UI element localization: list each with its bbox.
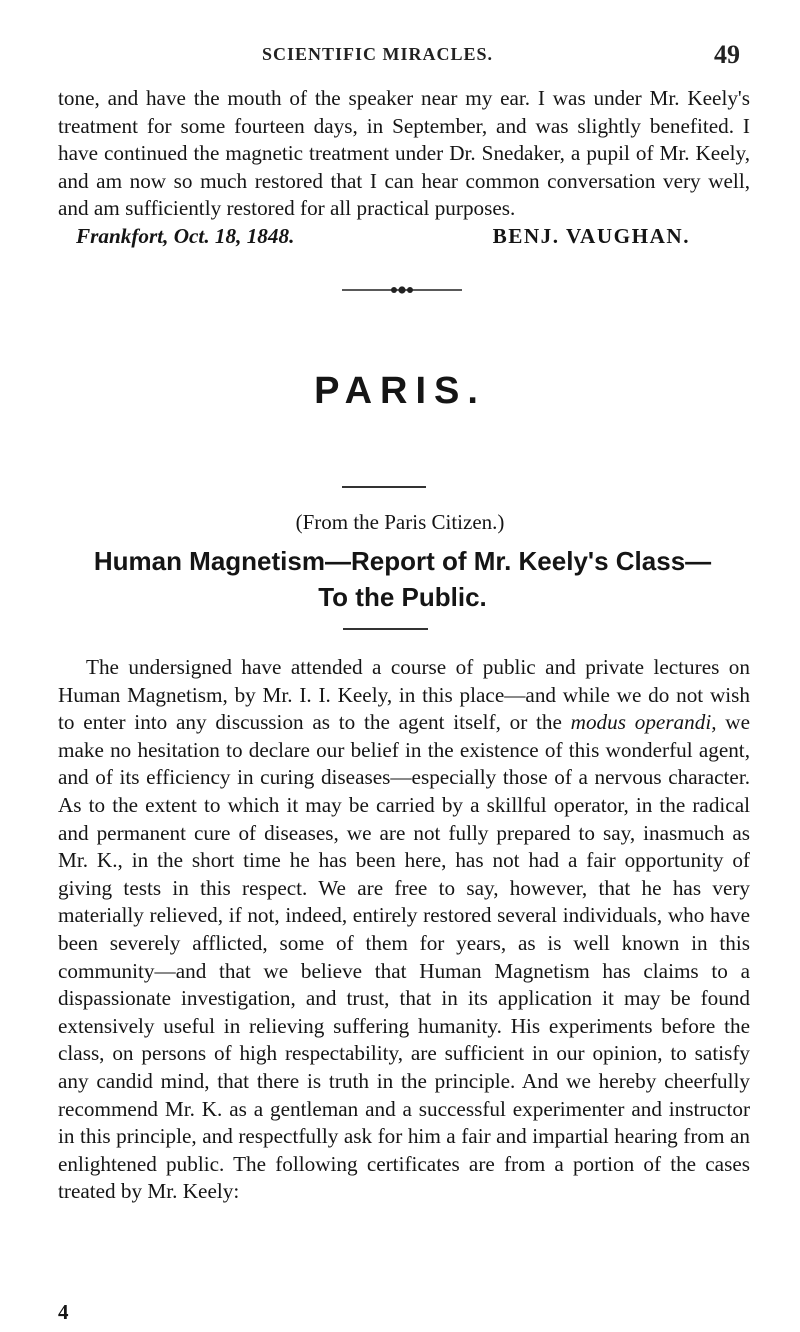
source-line: (From the Paris Citizen.) [295,510,505,534]
ornament-divider [342,284,462,296]
main-block [58,654,750,1206]
signature-name: BENJ. VAUGHAN. [492,223,690,248]
signature-mark: 4 [58,1300,69,1324]
lead-block [58,85,750,251]
main-text-italic: modus operandi, [570,710,717,735]
running-title: SCIENTIFIC MIRACLES. [262,44,494,64]
headline-line-2: To the Public. [318,582,487,612]
running-head [0,40,800,74]
article-headline [40,543,765,615]
rule-divider [342,486,426,488]
main-paragraph [58,654,750,1206]
main-text-start: The undersigned have attended a course of public and private lectures on Human Magnetism, by Mr. I. I. Keely, in this place—and while we do not wish to enter into any discussion as to the agent itself, or the [58,655,750,735]
signature-line [58,223,750,251]
rule-divider [343,628,428,630]
headline-line-1: Human Magnetism—Report of Mr. Keely's Class— [93,546,712,576]
section-title: PARIS. [314,370,486,412]
page-number: 49 [714,40,740,69]
signature-place-date: Frankfort, Oct. 18, 1848. [76,223,295,248]
lead-paragraph: tone, and have the mouth of the speaker near my ear. I was under Mr. Keely's treatment for some fourteen days, in September, and was slightly benefited. I have continued the magnetic treatment under Dr. Snedaker, a pupil of Mr. Keely, and am now so much restored that I can hear common conversation very well, and am sufficiently restored for all practical purposes. [58,86,750,221]
main-text-end: we make no hesitation to declare our belief in the existence of this wonderful agent, and of its efficiency in curing diseases—especially those of a nervous character. As to the extent to which it may be carried by a skillful operator, in the radical and permanent cure of diseases, we are not fully prepared to say, inasmuch as Mr. K., in the short time he has been here, has not had a fair opportunity of giving tests in this respect. We are free to say, however, that he has very materially relieved, if not, indeed, entirely restored several individuals, who have been severely afflicted, some of them for years, as is well known in this community—and that we believe that Human Magnetism has claims to a dispassionate investigation, and trust, that in its application it may be found extensively useful in relieving suffering humanity. His experiments before the class, on persons of high respectability, are sufficient in our opinion, to satisfy any candid mind, that there is truth in the principle. And we hereby cheerfully recommend Mr. K. as a gentleman and a successful experimenter and instructor in this principle, and respectfully ask for him a fair and impartial hearing from an enlightened public. The following certificates are from a portion of the cases treated by Mr. Keely: [58,710,750,1204]
